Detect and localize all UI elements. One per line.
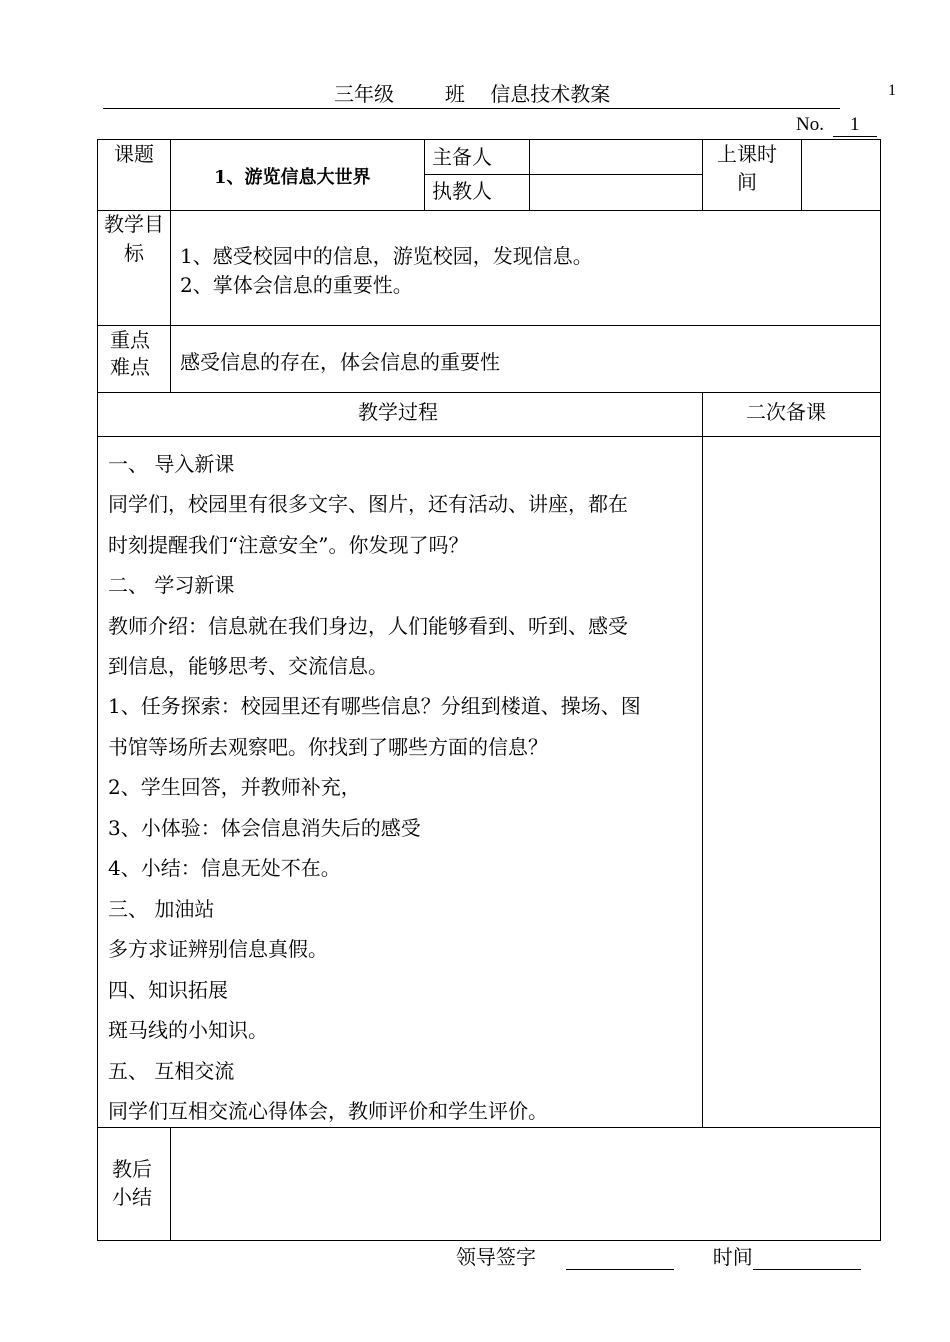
- page-title: 三年级 班 信息技术教案: [334, 82, 611, 106]
- table-rule-goals: [97, 210, 881, 211]
- process-line: 一、 导入新课: [108, 452, 235, 476]
- table-border-right: [880, 139, 881, 1241]
- process-line: 多方求证辨别信息真假。: [108, 937, 328, 961]
- table-col-second-prep: [702, 392, 703, 1128]
- process-line: 书馆等场所去观察吧。你找到了哪些方面的信息？: [108, 735, 548, 759]
- table-rule-process-body: [97, 436, 881, 437]
- key-points-label: 重点难点: [110, 328, 150, 379]
- topic-value: 1、游览信息大世界: [214, 167, 371, 188]
- leader-sign-label: 领导签字: [456, 1245, 536, 1269]
- table-col-label-upper: [170, 139, 171, 393]
- table-rule-keypoints: [97, 325, 881, 326]
- table-rule-process: [97, 392, 881, 393]
- goal-item-1: 1、感受校园中的信息，游览校园，发现信息。: [180, 244, 593, 268]
- process-line: 1、任务探索：校园里还有哪些信息？分组到楼道、操场、图: [108, 694, 641, 718]
- class-time-label: 上课时间: [717, 142, 777, 194]
- process-line: 时刻提醒我们“注意安全”。你发现了吗？: [108, 533, 469, 557]
- goal-item-2: 2、掌体会信息的重要性。: [180, 273, 413, 297]
- table-col-classtime-value: [801, 139, 802, 211]
- table-col-classtime: [702, 139, 703, 211]
- process-line: 斑马线的小知识。: [108, 1018, 268, 1042]
- key-points-value: 感受信息的存在，体会信息的重要性: [180, 350, 500, 374]
- process-line: 五、 互相交流: [108, 1059, 235, 1083]
- process-line: 二、 学习新课: [108, 573, 235, 597]
- process-header: 教学过程: [358, 400, 438, 424]
- header-rule: [103, 108, 840, 109]
- second-prep-header: 二次备课: [746, 400, 826, 424]
- page-number: 1: [888, 82, 896, 99]
- summary-label: 教后小结: [112, 1157, 152, 1209]
- time-blank: [753, 1245, 861, 1270]
- leader-sign-blank: [566, 1245, 674, 1270]
- goals-label: 教学目标: [104, 212, 164, 265]
- process-line: 三、 加油站: [108, 897, 215, 921]
- preparer-label: 主备人: [432, 145, 492, 169]
- table-border-left: [97, 139, 98, 1241]
- teacher-label: 执教人: [432, 179, 492, 203]
- page-header: [0, 78, 950, 108]
- process-line: 四、知识拓展: [108, 978, 228, 1002]
- table-col-label-summary: [170, 1127, 171, 1241]
- process-line: 同学们互相交流心得体会，教师评价和学生评价。: [108, 1099, 548, 1123]
- process-line: 4、小结：信息无处不在。: [108, 856, 341, 880]
- lesson-number-label: No.: [796, 114, 824, 135]
- process-line: 2、学生回答，并教师补充，: [108, 775, 361, 799]
- process-line: 同学们，校园里有很多文字、图片，还有活动、讲座，都在: [108, 492, 628, 516]
- table-col-preparer: [424, 139, 425, 211]
- time-label: 时间: [712, 1245, 753, 1269]
- topic-label: 课题: [114, 142, 154, 166]
- process-line: 教师介绍：信息就在我们身边，人们能够看到、听到、感受: [108, 614, 628, 638]
- process-line: 3、小体验：体会信息消失后的感受: [108, 816, 421, 840]
- lesson-number-value: 1: [833, 114, 877, 137]
- table-col-preparer-value: [529, 139, 530, 211]
- table-rule-summary: [97, 1127, 881, 1128]
- footer: [456, 1241, 861, 1270]
- process-line: 到信息，能够思考、交流信息。: [108, 654, 388, 678]
- lesson-number: [796, 114, 877, 137]
